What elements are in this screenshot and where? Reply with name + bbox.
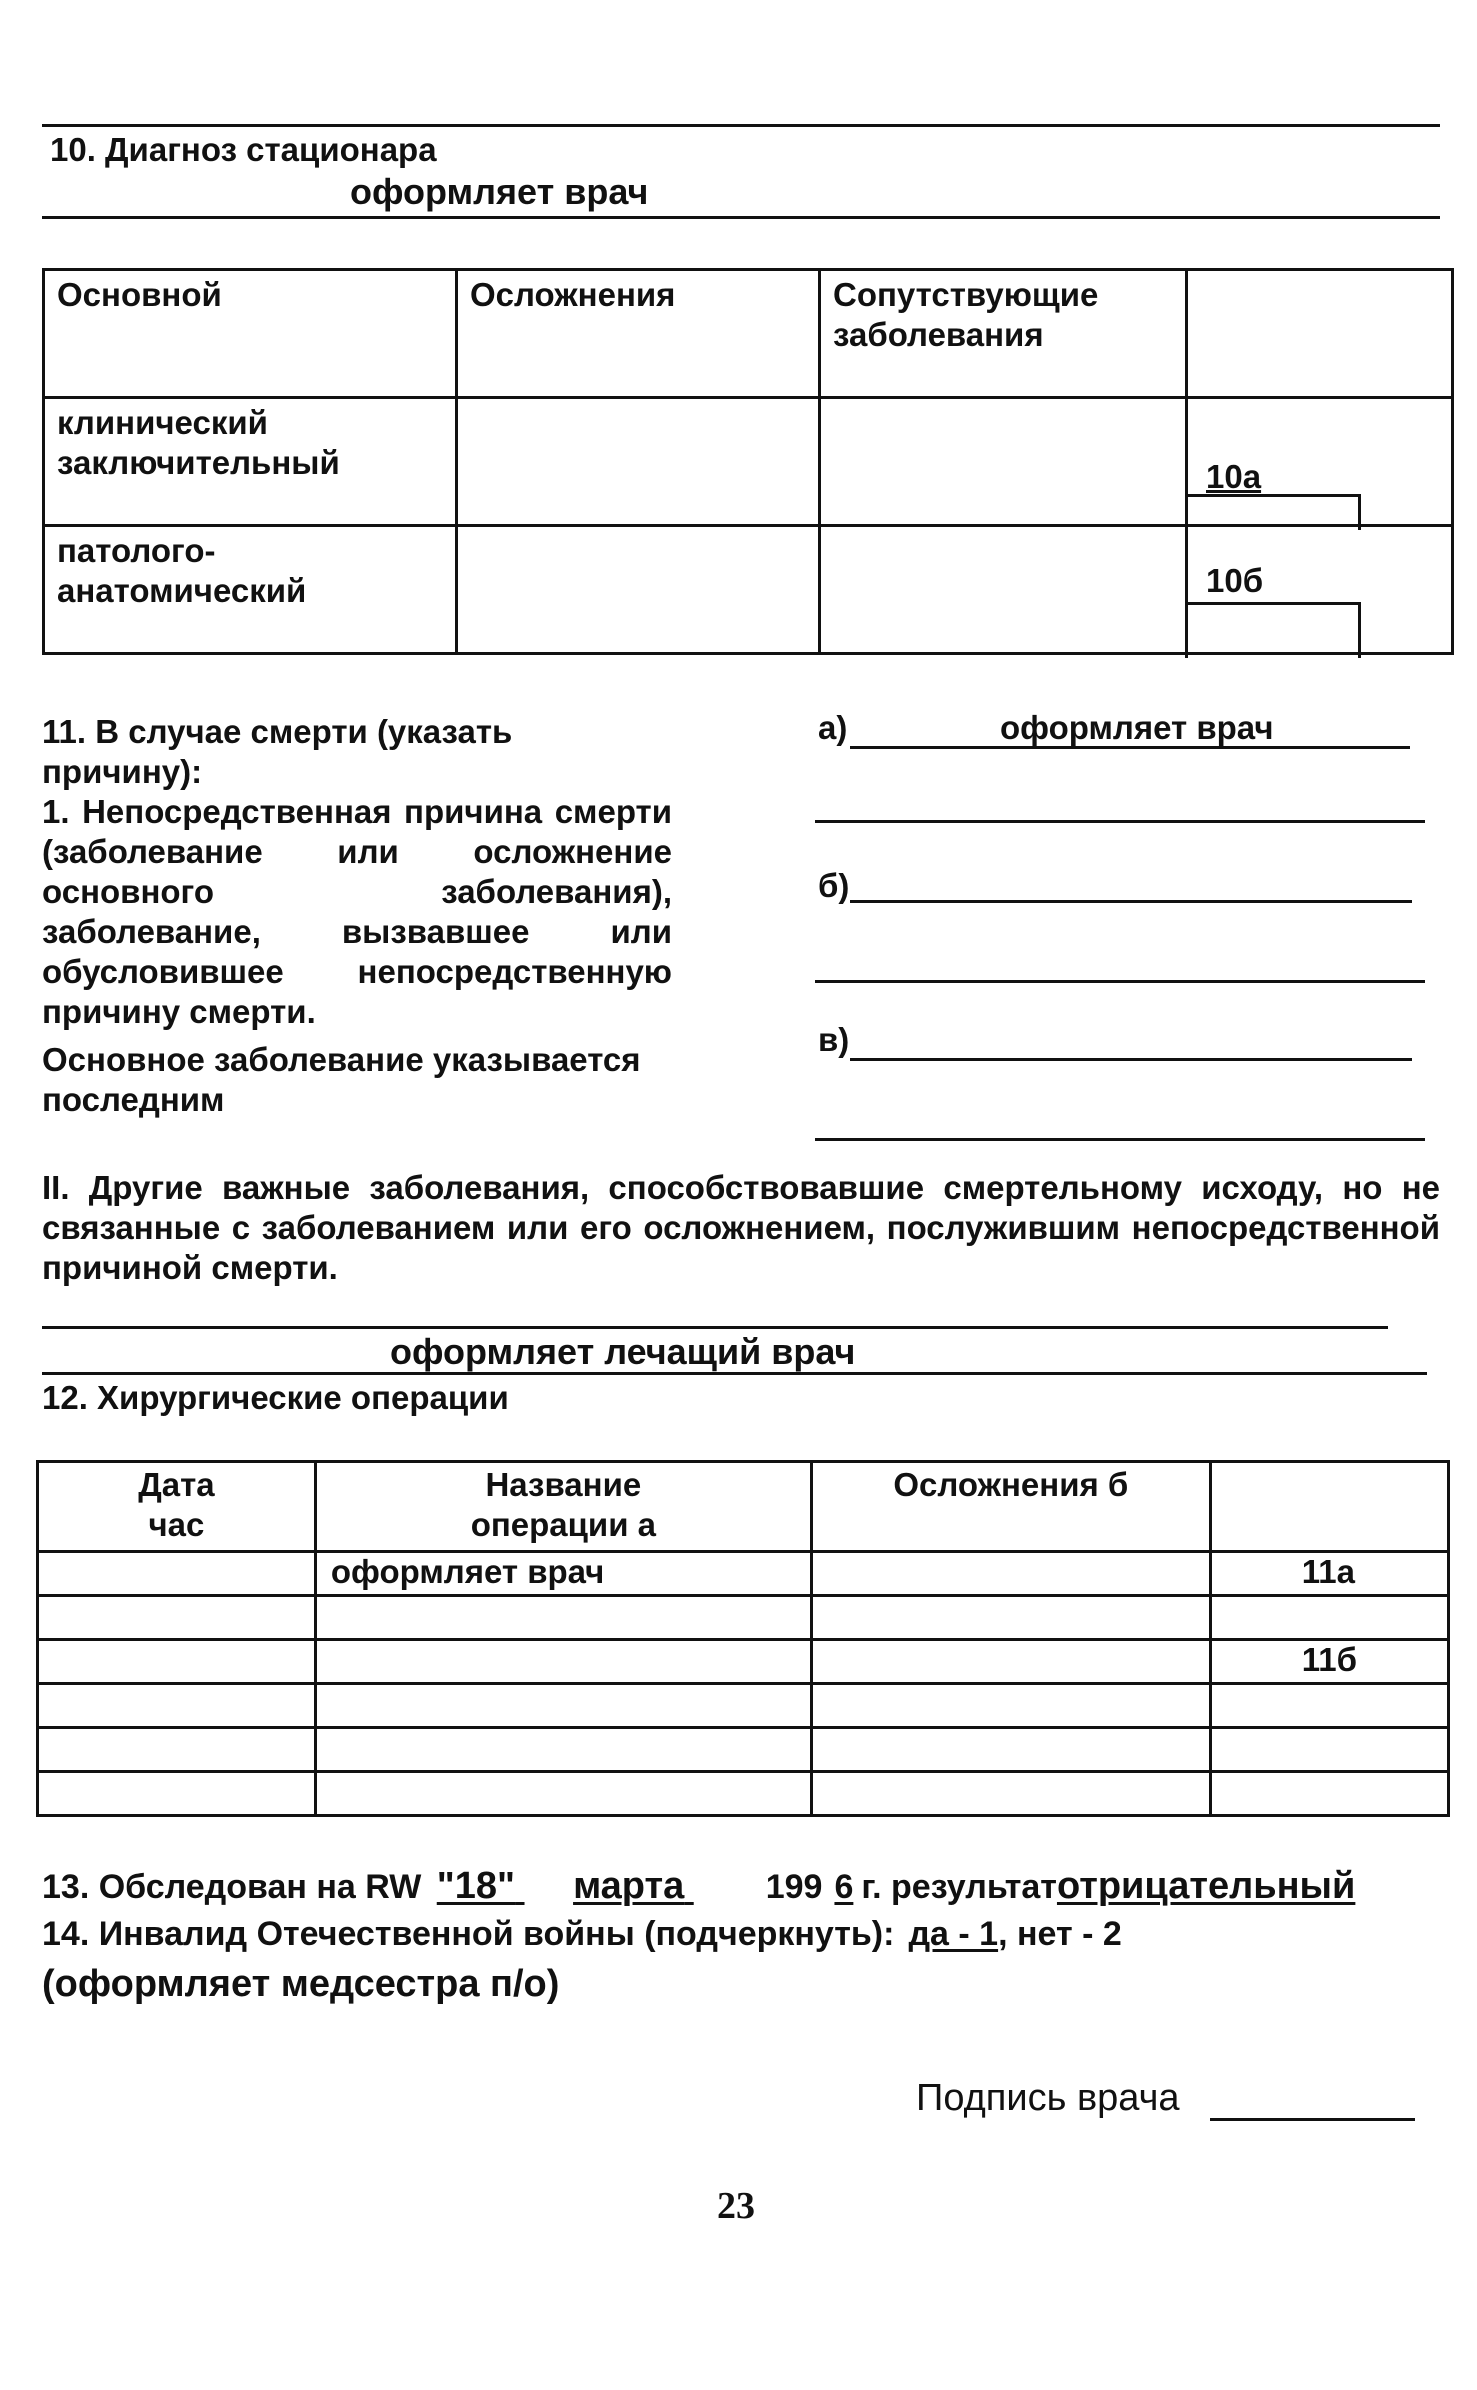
op-cell — [1210, 1596, 1448, 1640]
other-rule — [42, 1326, 1388, 1329]
row-clinical-cell — [820, 398, 1187, 526]
row-patho-code-cell — [1187, 526, 1453, 654]
op-cell — [38, 1640, 316, 1684]
section13-gap — [515, 1867, 573, 1907]
op-header-date: Дата час — [38, 1462, 316, 1552]
op-cell — [1210, 1728, 1448, 1772]
op-header-complications: Осложнения б — [811, 1462, 1210, 1552]
line-b-label: б) — [818, 867, 850, 904]
op-cell — [315, 1640, 811, 1684]
op-cell — [315, 1596, 811, 1640]
line-b-rule — [850, 900, 1412, 903]
line-c2-rule — [815, 1138, 1425, 1141]
section13-year-suffix: г. результат — [861, 1868, 1057, 1906]
section12-title: 12. Хирургические операции — [42, 1379, 509, 1416]
line-a-value: оформляет врач — [1000, 709, 1274, 746]
section11-other: II. Другие важные заболевания, способствовавшие смертельному исходу, но не связанные с заболеванием или его осложнением, послужившим непосредственной причиной смерти. — [42, 1169, 1440, 1286]
op-cell — [811, 1728, 1210, 1772]
section13-prefix: 13. Обследован на RW — [42, 1868, 422, 1906]
op-cell — [1210, 1772, 1448, 1816]
op-cell — [811, 1640, 1210, 1684]
section13-month: марта — [573, 1865, 685, 1907]
op-cell — [38, 1684, 316, 1728]
page-number: 23 — [717, 2185, 755, 2227]
op-cell — [315, 1684, 811, 1728]
section11-note-main: Основное заболевание указывается последним — [42, 1041, 641, 1118]
op-cell — [38, 1772, 316, 1816]
diagnosis-table — [42, 268, 1454, 655]
op-cell — [811, 1772, 1210, 1816]
code-10b-box — [1185, 602, 1361, 658]
op-header-empty — [1210, 1462, 1448, 1552]
section10-note: оформляет врач — [350, 171, 649, 212]
operations-table — [36, 1460, 1450, 1817]
line-c-rule — [850, 1058, 1412, 1061]
line-a2-rule — [815, 820, 1425, 823]
row-patho-label: патолого-анатомический — [44, 526, 457, 654]
section14-line — [42, 1914, 1122, 1954]
op-cell — [315, 1772, 811, 1816]
op-cell — [38, 1552, 316, 1596]
op-header-name: Название операции а — [315, 1462, 811, 1552]
other-note-rule — [42, 1372, 1427, 1375]
section13-line — [42, 1866, 1355, 1907]
section13-year-digit: 6 — [834, 1868, 854, 1906]
line-c-label: в) — [818, 1021, 850, 1058]
op-cell — [811, 1684, 1210, 1728]
op-cell — [38, 1728, 316, 1772]
section14-note: (оформляет медсестра п/о) — [42, 1963, 560, 2005]
code-10b: 10б — [1206, 562, 1264, 599]
line-b2-rule — [815, 980, 1425, 983]
line-a-rule — [850, 746, 1410, 749]
row-patho-cell — [457, 526, 820, 654]
section13-gap — [684, 1867, 756, 1907]
row-clinical-label: клинический заключительный — [44, 398, 457, 526]
op-cell — [38, 1596, 316, 1640]
header-comorbid: Сопутствующие заболевания — [820, 270, 1187, 398]
op-cell — [811, 1552, 1210, 1596]
header-main: Основной — [44, 270, 457, 398]
op-row1-name: оформляет врач — [315, 1552, 811, 1596]
top-rule — [42, 124, 1440, 127]
row-clinical-cell — [457, 398, 820, 526]
section11-item1: 1. Непосредственная причина смерти (заболевание или осложнение основного заболевания), заболевание, вызвавшее или обусловившее непосредственную причину смерти. — [42, 793, 672, 1030]
op-cell — [1210, 1684, 1448, 1728]
section13-result: отрицательный — [1056, 1865, 1356, 1907]
code-11a: 11а — [1210, 1552, 1448, 1596]
signature-line — [1210, 2118, 1415, 2121]
section14-yes: да - 1 — [908, 1915, 999, 1953]
section13-day: "18" — [436, 1865, 516, 1907]
section10-title: 10. Диагноз стационара — [50, 131, 437, 168]
section10-note-rule — [42, 216, 1440, 219]
section13-year-prefix: 199 — [765, 1868, 823, 1906]
other-note: оформляет лечащий врач — [390, 1331, 856, 1372]
section14-text: 14. Инвалид Отечественной войны (подчеркнуть): — [42, 1915, 895, 1953]
line-a-label: а) — [818, 709, 848, 746]
section14-no: , нет - 2 — [998, 1915, 1122, 1953]
header-complications: Осложнения — [457, 270, 820, 398]
op-cell — [315, 1728, 811, 1772]
op-cell — [811, 1596, 1210, 1640]
code-10a: 10а — [1206, 458, 1262, 495]
section11-heading: 11. В случае смерти (указать причину): — [42, 713, 513, 790]
signature-label: Подпись врача — [916, 2077, 1180, 2119]
row-clinical-code-cell — [1187, 398, 1453, 526]
header-empty — [1187, 270, 1453, 398]
code-11b: 11б — [1210, 1640, 1448, 1684]
row-patho-cell — [820, 526, 1187, 654]
